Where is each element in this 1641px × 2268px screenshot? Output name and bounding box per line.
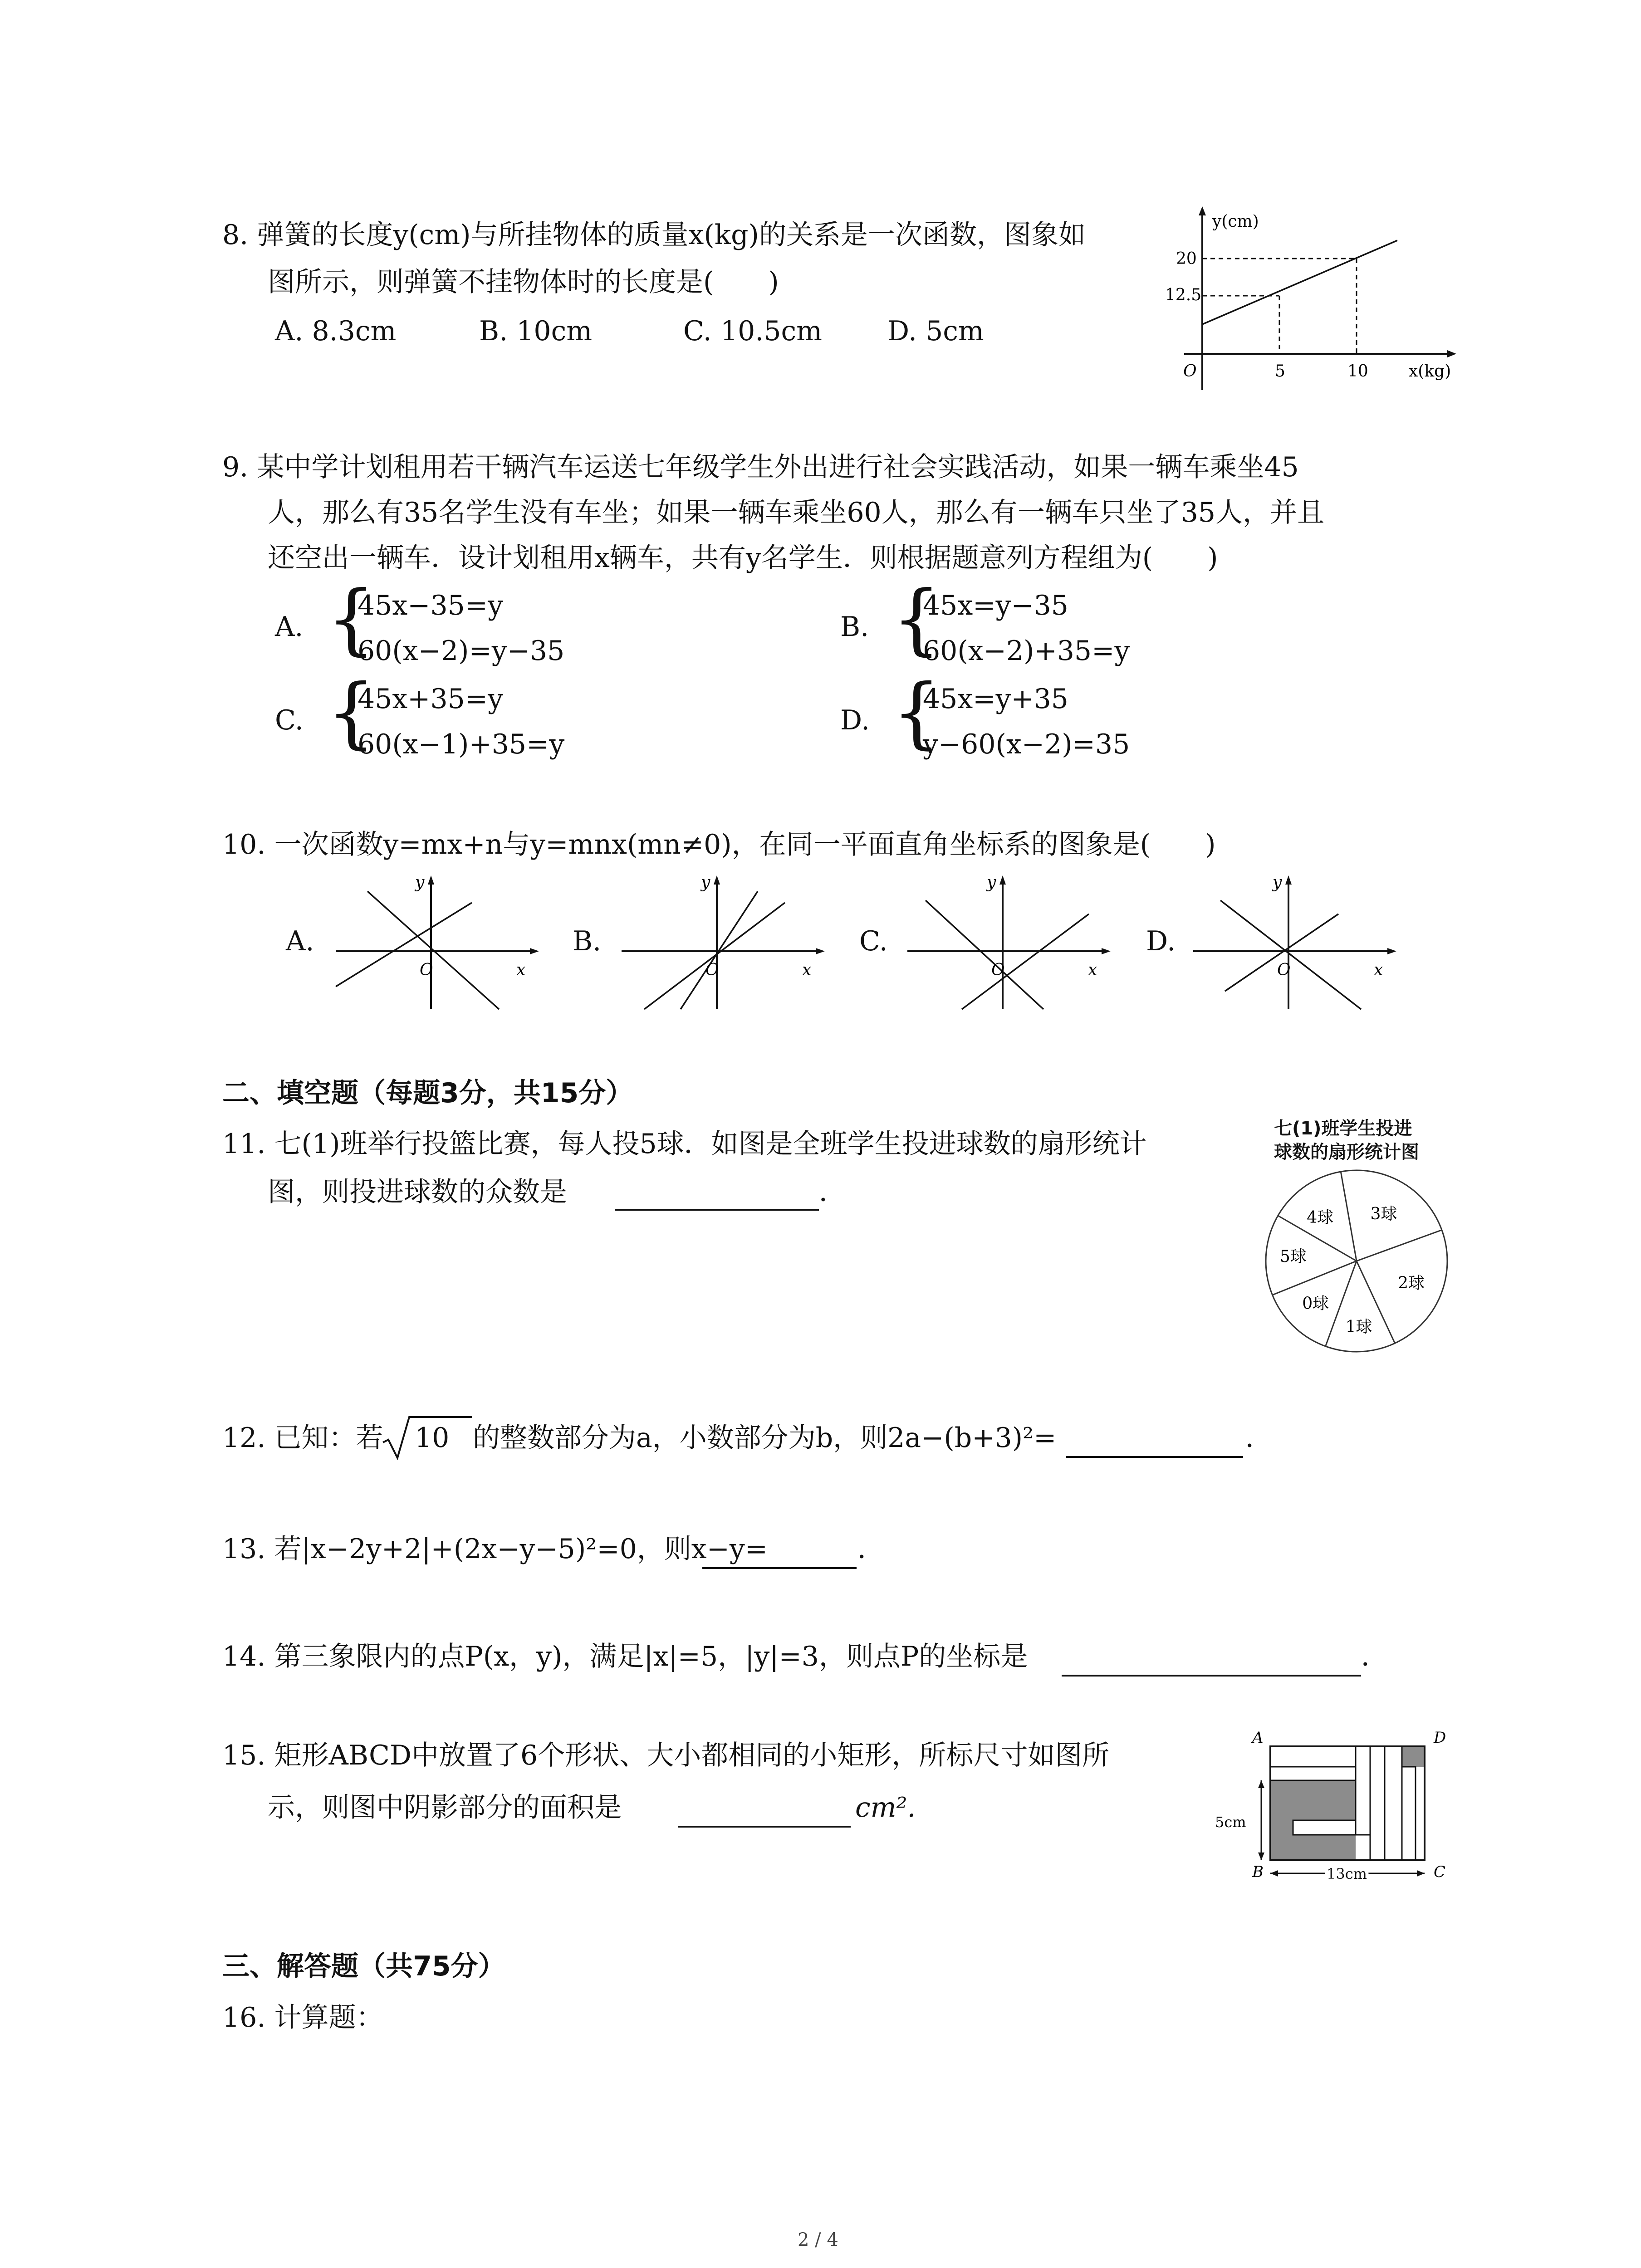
q9-option-a-eq2: 60(x−2)=y−35 xyxy=(358,635,565,667)
q10-option-b-label: B. xyxy=(573,925,602,957)
q9-line3: 还空出一辆车．设计划租用x辆车，共有y名学生．则根据题意列方程组为( ) xyxy=(268,542,1218,574)
q11-line1: 11. 七(1)班举行投篮比赛，每人投5球．如图是全班学生投进球数的扇形统计 xyxy=(222,1128,1147,1160)
q10-b-o: O xyxy=(705,961,719,979)
q15-label-d: D xyxy=(1434,1729,1446,1747)
q13-answer-blank[interactable] xyxy=(702,1567,857,1569)
q8-line2: 图所示，则弹簧不挂物体时的长度是( ) xyxy=(268,266,779,298)
q11-line2: 图，则投进球数的众数是 xyxy=(268,1176,567,1208)
q9-line1: 9. 某中学计划租用若干辆汽车运送七年级学生外出进行社会实践活动，如果一辆车乘坐45 xyxy=(222,451,1299,483)
q8-line1: 8. 弹簧的长度y(cm)与所挂物体的质量x(kg)的关系是一次函数，图象如 xyxy=(222,219,1086,251)
q12-prefix: 12. 已知：若 xyxy=(222,1422,383,1454)
page-number: 2 / 4 xyxy=(798,2229,838,2250)
q15-label-c: C xyxy=(1434,1863,1446,1881)
q10-option-d-label: D. xyxy=(1146,925,1176,957)
pie-slice-label: 0球 xyxy=(1302,1294,1329,1313)
q14-text: 14. 第三象限内的点P(x，y)，满足|x|=5，|y|=3，则点P的坐标是 xyxy=(222,1641,1028,1672)
q10-option-a-label: A. xyxy=(286,925,314,957)
pie-title-line2: 球数的扇形统计图 xyxy=(1274,1142,1419,1163)
q9-option-d-eq2: y−60(x−2)=35 xyxy=(923,728,1130,760)
pie-slice-label: 3球 xyxy=(1370,1205,1397,1224)
pie-title-line1: 七(1)班学生投进 xyxy=(1274,1118,1412,1139)
q15-line2: 示，则图中阴影部分的面积是 xyxy=(268,1792,622,1823)
q14-end: ． xyxy=(1361,1641,1388,1672)
q10-b-x: x xyxy=(802,961,812,979)
q12-answer-blank[interactable] xyxy=(1066,1456,1243,1458)
q10-graph-c xyxy=(898,873,1116,1014)
q9-option-b-eq1: 45x=y−35 xyxy=(923,590,1068,621)
q13-text: 13. 若|x−2y+2|+(2x−y−5)²=0，则x−y= xyxy=(222,1533,768,1565)
pie-slice-label: 2球 xyxy=(1398,1274,1425,1293)
q15-unit: cm². xyxy=(855,1792,916,1823)
q9-option-c-brace: { xyxy=(327,668,376,758)
pie-slice-label: 1球 xyxy=(1345,1317,1372,1336)
pie-slice-label: 4球 xyxy=(1307,1208,1334,1227)
q15-label-a: A xyxy=(1252,1729,1264,1747)
q12-postfix: 的整数部分为a，小数部分为b，则2a−(b+3)²= xyxy=(473,1422,1057,1454)
q9-option-a-label: A. xyxy=(275,611,304,643)
q8-x-label: x(kg) xyxy=(1409,362,1451,381)
q8-y-tick-12-5: 12.5 xyxy=(1165,286,1202,304)
q14-answer-blank[interactable] xyxy=(1062,1675,1361,1677)
q11-end: ． xyxy=(819,1176,846,1208)
q15-label-b: B xyxy=(1252,1863,1264,1881)
q10-a-o: O xyxy=(420,961,433,979)
q12-radicand: 10 xyxy=(415,1422,450,1454)
q10-c-y: y xyxy=(987,873,996,892)
q10-d-y: y xyxy=(1273,873,1282,892)
q8-y-label: y(cm) xyxy=(1212,212,1259,231)
q9-option-a-brace: { xyxy=(327,574,376,664)
q15-width-label: 13cm xyxy=(1327,1865,1367,1882)
section-3-heading: 三、解答题（共75分） xyxy=(222,1950,505,1982)
q9-option-d-label: D. xyxy=(840,704,870,736)
q9-option-d-brace: { xyxy=(892,668,941,758)
q10-d-o: O xyxy=(1277,961,1291,979)
q10-c-o: O xyxy=(991,961,1005,979)
q10-graph-b xyxy=(612,873,830,1014)
q9-line2: 人，那么有35名学生没有车坐；如果一辆车乘坐60人，那么有一辆车只坐了35人，并且 xyxy=(268,497,1325,528)
q9-option-b-brace: { xyxy=(892,574,941,664)
q8-origin: O xyxy=(1183,362,1197,381)
q11-pie-chart xyxy=(1261,1166,1452,1356)
q15-line1: 15. 矩形ABCD中放置了6个形状、大小都相同的小矩形，所标尺寸如图所 xyxy=(222,1740,1110,1771)
q10-line1: 10. 一次函数y=mx+n与y=mnx(mn≠0)，在同一平面直角坐标系的图象是( ) xyxy=(222,829,1216,860)
q10-a-x: x xyxy=(516,961,526,979)
q10-a-y: y xyxy=(415,873,425,892)
q8-option-d: D. 5cm xyxy=(887,315,984,347)
q12-end: ． xyxy=(1245,1422,1273,1454)
q10-d-x: x xyxy=(1374,961,1383,979)
q13-end: ． xyxy=(857,1533,885,1565)
section-2-heading: 二、填空题（每题3分，共15分） xyxy=(222,1077,633,1109)
q9-option-c-eq2: 60(x−1)+35=y xyxy=(358,728,565,760)
q9-option-d-eq1: 45x=y+35 xyxy=(923,683,1068,715)
q9-option-c-eq1: 45x+35=y xyxy=(358,683,503,715)
q10-option-c-label: C. xyxy=(859,925,888,957)
pie-slice-label: 5球 xyxy=(1279,1247,1307,1266)
q9-option-b-label: B. xyxy=(840,611,869,643)
q11-answer-blank[interactable] xyxy=(615,1209,819,1211)
q9-option-a-eq1: 45x−35=y xyxy=(358,590,503,621)
q10-graph-d xyxy=(1184,873,1402,1014)
q8-option-b: B. 10cm xyxy=(479,315,593,347)
q10-graph-a xyxy=(327,873,544,1014)
q15-height-label: 5cm xyxy=(1215,1813,1246,1831)
q15-answer-blank[interactable] xyxy=(678,1826,851,1828)
q16-text: 16. 计算题： xyxy=(222,2002,383,2033)
q8-option-c: C. 10.5cm xyxy=(683,315,823,347)
q8-x-tick-10: 10 xyxy=(1347,362,1368,381)
q10-c-x: x xyxy=(1088,961,1097,979)
q8-option-a: A. 8.3cm xyxy=(275,315,397,347)
q15-rectangle-figure xyxy=(1207,1724,1461,1887)
q8-x-tick-5: 5 xyxy=(1275,362,1285,381)
q10-b-y: y xyxy=(701,873,710,892)
q9-option-c-label: C. xyxy=(275,704,304,736)
q9-option-b-eq2: 60(x−2)+35=y xyxy=(923,635,1130,667)
q8-graph xyxy=(1161,204,1461,395)
q8-y-tick-20: 20 xyxy=(1176,249,1197,268)
